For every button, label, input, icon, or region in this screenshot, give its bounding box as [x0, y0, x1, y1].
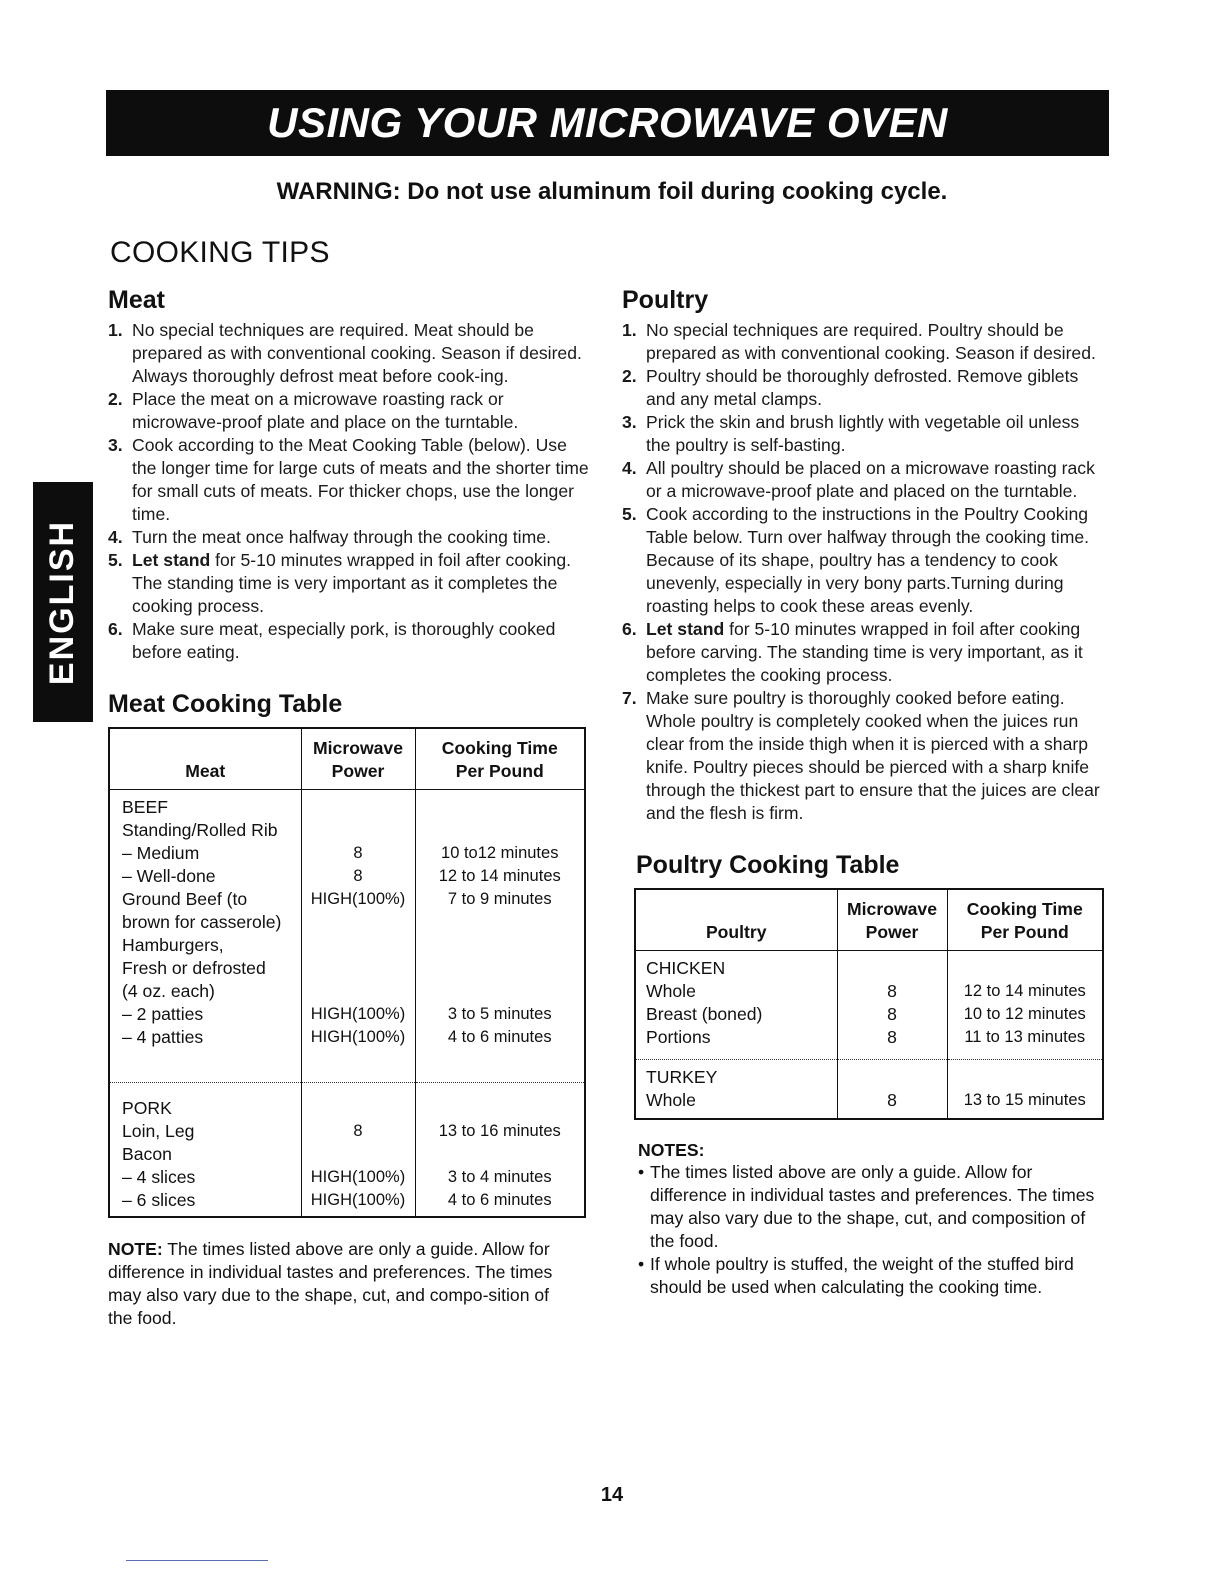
- meat-heading: Meat: [108, 286, 165, 314]
- list-item: 1. No special techniques are required. Poultry should be prepared as with conventional cooking. Season if desired.: [622, 320, 1096, 363]
- table-row: PORK Loin, Leg Bacon – 4 slices – 6 slices 8 HIGH(100%) HIGH(100%) 13 to 16 minutes 3 to 4 minutes 4 to 6 minutes: [109, 1083, 585, 1218]
- list-item: 7. Make sure poultry is thoroughly cooked before eating. Whole poultry is completely cooked when the juices run clear from the inside thigh when it is pierced with a sharp knife. Poultry pieces should be pierced with a sharp knife through the thickest part to ensure that the juices are clear and the flesh is firm.: [622, 688, 1100, 823]
- list-item: 5. Cook according to the instructions in the Poultry Cooking Table below. Turn over halfway through the cooking time. Because of its shape, poultry has a tendency to cook unevenly, especially in very bony parts.Turning during roasting helps to cook these areas evenly.: [622, 504, 1090, 616]
- table-row: BEEF Standing/Rolled Rib – Medium – Well-done Ground Beef (to brown for casserole) Hamburgers, Fresh or defrosted (4 oz. each) – 2 patties – 4 patties 8 8 HIGH(100%) HIGH(100%) HIGH(100%) 10 to12 minutes 12 to 14 minutes 7 to 9 minutes 3 to 5 minutes 4 to 6 minutes: [109, 790, 585, 1083]
- time-col-header: Cooking Time Per Pound: [947, 889, 1103, 951]
- list-item: 6. Let stand for 5-10 minutes wrapped in foil after cooking before carving. The standing time is very important, as it completes the cooking process.: [622, 619, 1083, 685]
- list-item: 2. Place the meat on a microwave roasting rack or microwave-proof plate and place on the turntable.: [108, 389, 519, 432]
- meat-column: [108, 286, 592, 1330]
- meat-col-header: Meat: [109, 728, 301, 790]
- poultry-col-header: Poultry: [635, 889, 837, 951]
- table-row: CHICKEN Whole Breast (boned) Portions 8 8 8 12 to 14 minutes 10 to 12 minutes 11 to 13 minutes: [635, 951, 1103, 1060]
- table-row: TURKEY Whole 8 13 to 15 minutes: [635, 1060, 1103, 1120]
- poultry-column: [622, 286, 1106, 1299]
- list-item: 6. Make sure meat, especially pork, is thoroughly cooked before eating.: [108, 619, 556, 662]
- poultry-cooking-table: [634, 888, 1104, 1120]
- poultry-notes-list: [638, 1161, 1106, 1299]
- language-tab: [33, 482, 93, 722]
- list-item: 2. Poultry should be thoroughly defrosted. Remove giblets and any metal clamps.: [622, 366, 1079, 409]
- section-title: COOKING TIPS: [110, 236, 330, 269]
- meat-table-title: Meat Cooking Table: [108, 690, 343, 718]
- warning-text: WARNING: Do not use aluminum foil during cooking cycle.: [276, 178, 948, 205]
- page-banner: USING YOUR MICROWAVE OVEN: [106, 90, 1109, 156]
- list-item: 3. Prick the skin and brush lightly with vegetable oil unless the poultry is self-basting.: [622, 412, 1080, 455]
- power-col-header: Microwave Power: [837, 889, 947, 951]
- language-tab-label: ENGLISH: [43, 519, 82, 685]
- list-item: • The times listed above are only a guide. Allow for difference in individual tastes and preferences. The times may also vary due to the shape, cut, and composition of the food.: [638, 1161, 1106, 1253]
- list-item: 1. No special techniques are required. Meat should be prepared as with conventional cooking. Season if desired. Always thoroughly defrost meat before cook-ing.: [108, 320, 582, 386]
- list-item: • If whole poultry is stuffed, the weight of the stuffed bird should be used when calculating the cooking time.: [638, 1253, 1106, 1299]
- notes-title: NOTES:: [638, 1140, 705, 1160]
- poultry-heading: Poultry: [622, 286, 709, 314]
- power-col-header: Microwave Power: [301, 728, 415, 790]
- meat-cooking-table: [108, 727, 586, 1218]
- list-item: 4. Turn the meat once halfway through the cooking time.: [108, 527, 551, 547]
- page-number: 14: [600, 1484, 624, 1506]
- list-item: 5. Let stand for 5-10 minutes wrapped in foil after cooking. The standing time is very important as it completes the cooking process.: [108, 550, 572, 616]
- time-col-header: Cooking Time Per Pound: [415, 728, 585, 790]
- list-item: 3. Cook according to the Meat Cooking Table (below). Use the longer time for large cuts of meats and the shorter time for small cuts of meats. For thicker chops, use the longer time.: [108, 435, 589, 524]
- meat-tips-list: [108, 319, 592, 664]
- divider: [126, 1560, 268, 1561]
- poultry-table-title: Poultry Cooking Table: [636, 851, 900, 879]
- meat-note: NOTE: The times listed above are only a guide. Allow for difference in individual tastes and preferences. The times may also vary due to the shape, cut, and compo-sition of the food.: [108, 1239, 553, 1328]
- list-item: 4. All poultry should be placed on a microwave roasting rack or a microwave-proof plate and placed on the turntable.: [622, 458, 1095, 501]
- poultry-tips-list: [622, 319, 1106, 825]
